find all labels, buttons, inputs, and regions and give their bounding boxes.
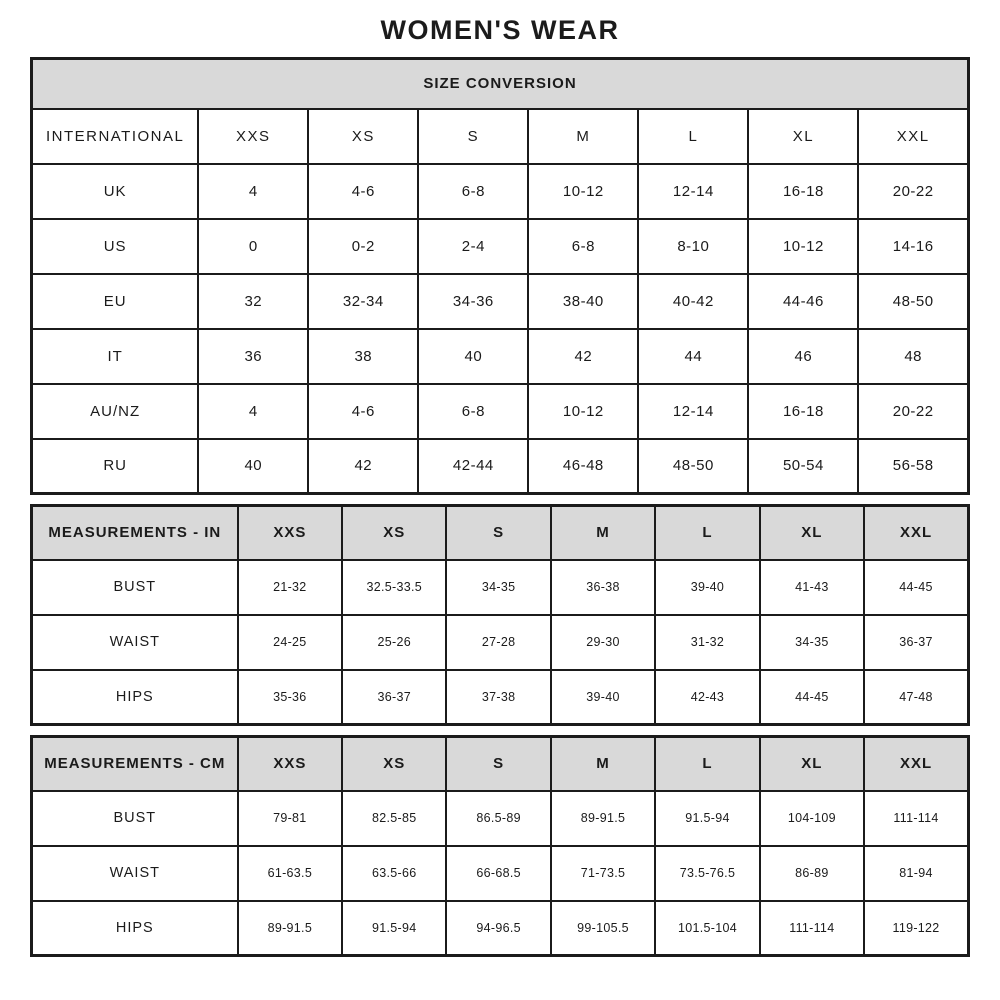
row-label: BUST — [32, 560, 238, 615]
value-cell: 99-105.5 — [551, 901, 655, 956]
size-column-header: S — [446, 506, 550, 560]
value-cell: 37-38 — [446, 670, 550, 725]
value-cell: 82.5-85 — [342, 791, 446, 846]
value-cell: 0-2 — [308, 219, 418, 274]
table-row — [32, 384, 969, 439]
value-cell: 44-45 — [864, 560, 968, 615]
table-row — [32, 560, 969, 615]
page-title: WOMEN'S WEAR — [380, 15, 620, 45]
row-label: WAIST — [32, 615, 238, 670]
row-label: UK — [32, 164, 199, 219]
value-cell: 32 — [198, 274, 308, 329]
size-conversion-banner-row — [32, 59, 969, 109]
value-cell: 35-36 — [238, 670, 342, 725]
value-cell: 79-81 — [238, 791, 342, 846]
value-cell: 34-36 — [418, 274, 528, 329]
value-cell: 42 — [308, 439, 418, 494]
value-cell: 20-22 — [858, 164, 968, 219]
size-column-header: XXS — [238, 737, 342, 791]
size-column-header: XL — [760, 506, 864, 560]
value-cell: 50-54 — [748, 439, 858, 494]
size-column-header: S — [446, 737, 550, 791]
value-cell: 42-43 — [655, 670, 759, 725]
size-column-header: XS — [308, 109, 418, 164]
row-label: HIPS — [32, 901, 238, 956]
value-cell: 36-37 — [342, 670, 446, 725]
row-label: RU — [32, 439, 199, 494]
value-cell: 21-32 — [238, 560, 342, 615]
value-cell: 36-37 — [864, 615, 968, 670]
value-cell: 36 — [198, 329, 308, 384]
value-cell: 48-50 — [858, 274, 968, 329]
size-column-header: M — [551, 506, 655, 560]
measurements-cm-header-row — [32, 737, 969, 791]
value-cell: 12-14 — [638, 164, 748, 219]
size-conversion-header-row — [32, 109, 969, 164]
value-cell: 44-45 — [760, 670, 864, 725]
value-cell: 8-10 — [638, 219, 748, 274]
row-label: BUST — [32, 791, 238, 846]
size-column-header: XXL — [858, 109, 968, 164]
value-cell: 10-12 — [528, 164, 638, 219]
value-cell: 6-8 — [418, 384, 528, 439]
value-cell: 111-114 — [864, 791, 968, 846]
value-cell: 94-96.5 — [446, 901, 550, 956]
size-column-header: XL — [760, 737, 864, 791]
value-cell: 38-40 — [528, 274, 638, 329]
value-cell: 86.5-89 — [446, 791, 550, 846]
value-cell: 104-109 — [760, 791, 864, 846]
size-conversion-title: SIZE CONVERSION — [32, 59, 969, 109]
value-cell: 66-68.5 — [446, 846, 550, 901]
row-label: WAIST — [32, 846, 238, 901]
row-label: HIPS — [32, 670, 238, 725]
table-row — [32, 329, 969, 384]
size-conversion-table — [30, 57, 970, 495]
table-row — [32, 164, 969, 219]
size-column-header: M — [528, 109, 638, 164]
value-cell: 36-38 — [551, 560, 655, 615]
value-cell: 81-94 — [864, 846, 968, 901]
value-cell: 32-34 — [308, 274, 418, 329]
value-cell: 48 — [858, 329, 968, 384]
value-cell: 44 — [638, 329, 748, 384]
value-cell: 6-8 — [418, 164, 528, 219]
size-column-header: XS — [342, 737, 446, 791]
value-cell: 40-42 — [638, 274, 748, 329]
row-group-label: INTERNATIONAL — [32, 109, 199, 164]
measurements-cm-table — [30, 735, 970, 957]
size-column-header: XS — [342, 506, 446, 560]
value-cell: 32.5-33.5 — [342, 560, 446, 615]
table-row — [32, 791, 969, 846]
value-cell: 34-35 — [760, 615, 864, 670]
size-column-header: XXS — [238, 506, 342, 560]
value-cell: 119-122 — [864, 901, 968, 956]
measurements-in-header-row — [32, 506, 969, 560]
value-cell: 27-28 — [446, 615, 550, 670]
value-cell: 46 — [748, 329, 858, 384]
value-cell: 12-14 — [638, 384, 748, 439]
value-cell: 42 — [528, 329, 638, 384]
value-cell: 24-25 — [238, 615, 342, 670]
value-cell: 44-46 — [748, 274, 858, 329]
value-cell: 10-12 — [528, 384, 638, 439]
table-row — [32, 219, 969, 274]
value-cell: 10-12 — [748, 219, 858, 274]
measurements-in-table — [30, 504, 970, 726]
table-row — [32, 670, 969, 725]
value-cell: 25-26 — [342, 615, 446, 670]
value-cell: 73.5-76.5 — [655, 846, 759, 901]
value-cell: 42-44 — [418, 439, 528, 494]
value-cell: 14-16 — [858, 219, 968, 274]
value-cell: 29-30 — [551, 615, 655, 670]
value-cell: 38 — [308, 329, 418, 384]
size-column-header: L — [655, 506, 759, 560]
value-cell: 2-4 — [418, 219, 528, 274]
value-cell: 4 — [198, 164, 308, 219]
table-row — [32, 274, 969, 329]
value-cell: 6-8 — [528, 219, 638, 274]
measurements-cm-body — [32, 791, 969, 956]
size-column-header: L — [638, 109, 748, 164]
size-column-header: XXL — [864, 737, 968, 791]
value-cell: 47-48 — [864, 670, 968, 725]
value-cell: 31-32 — [655, 615, 759, 670]
value-cell: 0 — [198, 219, 308, 274]
value-cell: 56-58 — [858, 439, 968, 494]
value-cell: 86-89 — [760, 846, 864, 901]
table-row — [32, 901, 969, 956]
size-conversion-body — [32, 164, 969, 494]
size-column-header: M — [551, 737, 655, 791]
value-cell: 4-6 — [308, 164, 418, 219]
size-column-header: L — [655, 737, 759, 791]
value-cell: 61-63.5 — [238, 846, 342, 901]
value-cell: 4-6 — [308, 384, 418, 439]
row-label: IT — [32, 329, 199, 384]
value-cell: 16-18 — [748, 164, 858, 219]
row-group-label: MEASUREMENTS - CM — [32, 737, 238, 791]
value-cell: 39-40 — [655, 560, 759, 615]
value-cell: 41-43 — [760, 560, 864, 615]
value-cell: 48-50 — [638, 439, 748, 494]
row-label: US — [32, 219, 199, 274]
size-column-header: XXL — [864, 506, 968, 560]
table-row — [32, 439, 969, 494]
row-group-label: MEASUREMENTS - IN — [32, 506, 238, 560]
value-cell: 89-91.5 — [238, 901, 342, 956]
value-cell: 63.5-66 — [342, 846, 446, 901]
value-cell: 91.5-94 — [655, 791, 759, 846]
value-cell: 20-22 — [858, 384, 968, 439]
measurements-in-body — [32, 560, 969, 725]
row-label: AU/NZ — [32, 384, 199, 439]
size-column-header: S — [418, 109, 528, 164]
value-cell: 111-114 — [760, 901, 864, 956]
value-cell: 46-48 — [528, 439, 638, 494]
table-row — [32, 615, 969, 670]
value-cell: 16-18 — [748, 384, 858, 439]
value-cell: 40 — [418, 329, 528, 384]
value-cell: 4 — [198, 384, 308, 439]
size-column-header: XL — [748, 109, 858, 164]
value-cell: 89-91.5 — [551, 791, 655, 846]
table-row — [32, 846, 969, 901]
value-cell: 91.5-94 — [342, 901, 446, 956]
size-column-header: XXS — [198, 109, 308, 164]
value-cell: 40 — [198, 439, 308, 494]
value-cell: 39-40 — [551, 670, 655, 725]
value-cell: 101.5-104 — [655, 901, 759, 956]
value-cell: 34-35 — [446, 560, 550, 615]
row-label: EU — [32, 274, 199, 329]
value-cell: 71-73.5 — [551, 846, 655, 901]
